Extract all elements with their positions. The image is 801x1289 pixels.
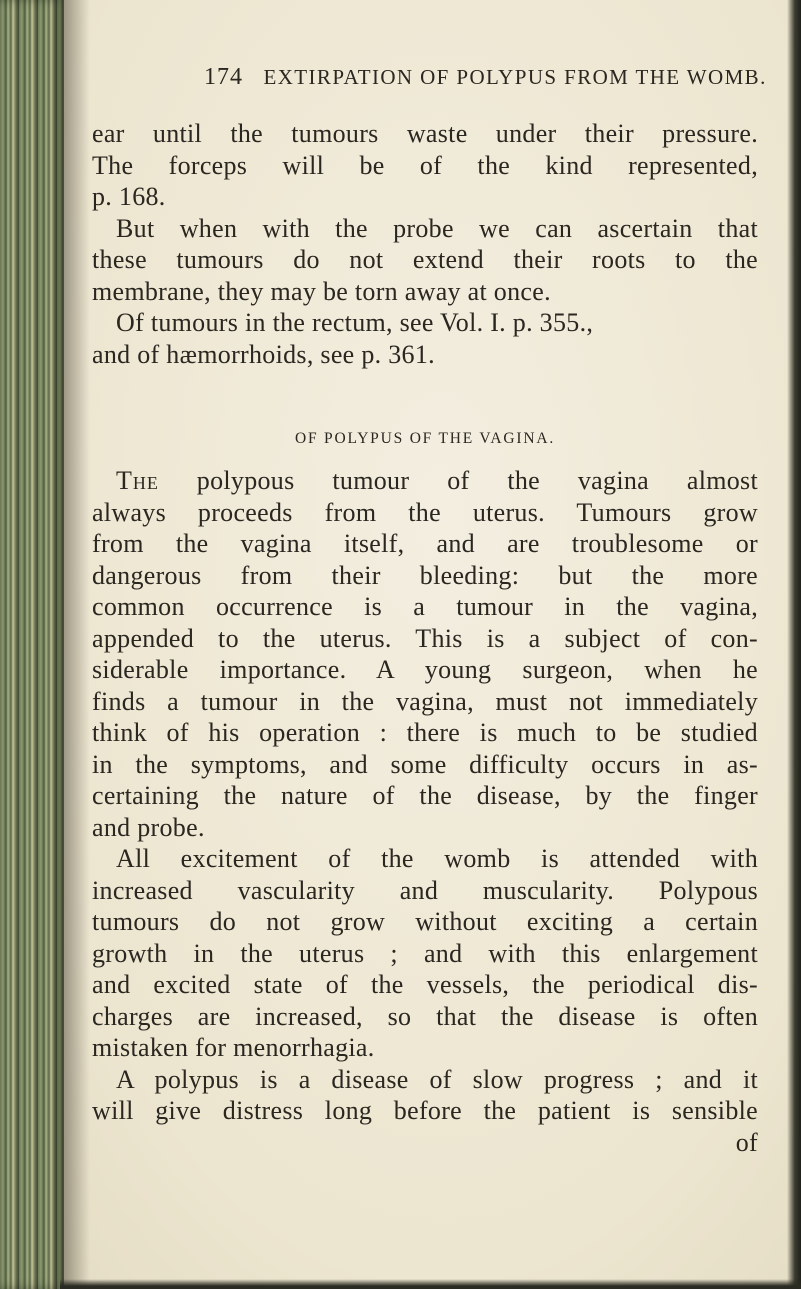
text-line: p. 168. <box>92 182 166 211</box>
text-line: from the vagina itself, and are troublesome or <box>92 529 758 558</box>
drop-word: The <box>116 466 159 495</box>
text-line: will give distress long before the patient is sensible <box>92 1096 758 1125</box>
text-line: ear until the tumours waste under their pressure. <box>92 119 758 148</box>
text-line: But when with the probe we can ascertain that <box>116 213 758 243</box>
text-line: siderable importance. A young surgeon, when he <box>92 655 758 684</box>
text-line: these tumours do not extend their roots to the <box>92 245 758 274</box>
gutter-shadow <box>64 0 90 1289</box>
text-line: A polypus is a disease of slow progress ; and it <box>116 1064 758 1094</box>
page-number: 174 <box>204 64 243 90</box>
section-heading: OF POLYPUS OF THE VAGINA. <box>294 430 556 447</box>
text-line: always proceeds from the uterus. Tumours grow <box>92 497 758 527</box>
running-header <box>204 64 767 91</box>
text-line-first <box>92 465 758 497</box>
text-line: tumours do not grow without exciting a certain <box>92 907 758 936</box>
page-edge-right <box>787 0 801 1289</box>
text-line: common occurrence is a tumour in the vagina, <box>92 592 758 621</box>
text-line: growth in the uterus ; and with this enlargement <box>92 938 758 968</box>
text-block-top <box>92 118 758 370</box>
text-line: increased vascularity and muscularity. Polypous <box>92 875 758 905</box>
text-line: certaining the nature of the disease, by the finger <box>92 781 758 810</box>
text-line: Of tumours in the rectum, see Vol. I. p. 355., <box>116 308 594 337</box>
text-line: charges are increased, so that the disease is often <box>92 1001 758 1031</box>
text-line: The forceps will be of the kind represented, <box>92 150 758 180</box>
text-line: All excitement of the womb is attended with <box>116 844 758 873</box>
running-title: EXTIRPATION OF POLYPUS FROM THE WOMB. <box>263 65 767 89</box>
text-line: mistaken for menorrhagia. <box>92 1033 375 1062</box>
book-spine <box>0 0 64 1289</box>
text-line: finds a tumour in the vagina, must not immediately <box>92 686 758 716</box>
text-line: think of his operation : there is much to be studied <box>92 718 758 747</box>
text-line: and probe. <box>92 812 205 842</box>
text-line: dangerous from their bleeding: but the more <box>92 560 758 590</box>
text-line: membrane, they may be torn away at once. <box>92 276 551 306</box>
first-line-rest: polypous tumour of the vagina almost <box>158 466 758 495</box>
text-line: and of hæmorrhoids, see p. 361. <box>92 339 435 369</box>
text-block-main <box>92 465 758 1158</box>
text-line: appended to the uterus. This is a subject of con- <box>92 623 758 653</box>
catchword: of <box>735 1127 758 1157</box>
text-line: and excited state of the vessels, the periodical dis- <box>92 970 758 999</box>
page-edge-bottom <box>60 1279 801 1289</box>
text-line: in the symptoms, and some difficulty occurs in as- <box>92 749 758 779</box>
